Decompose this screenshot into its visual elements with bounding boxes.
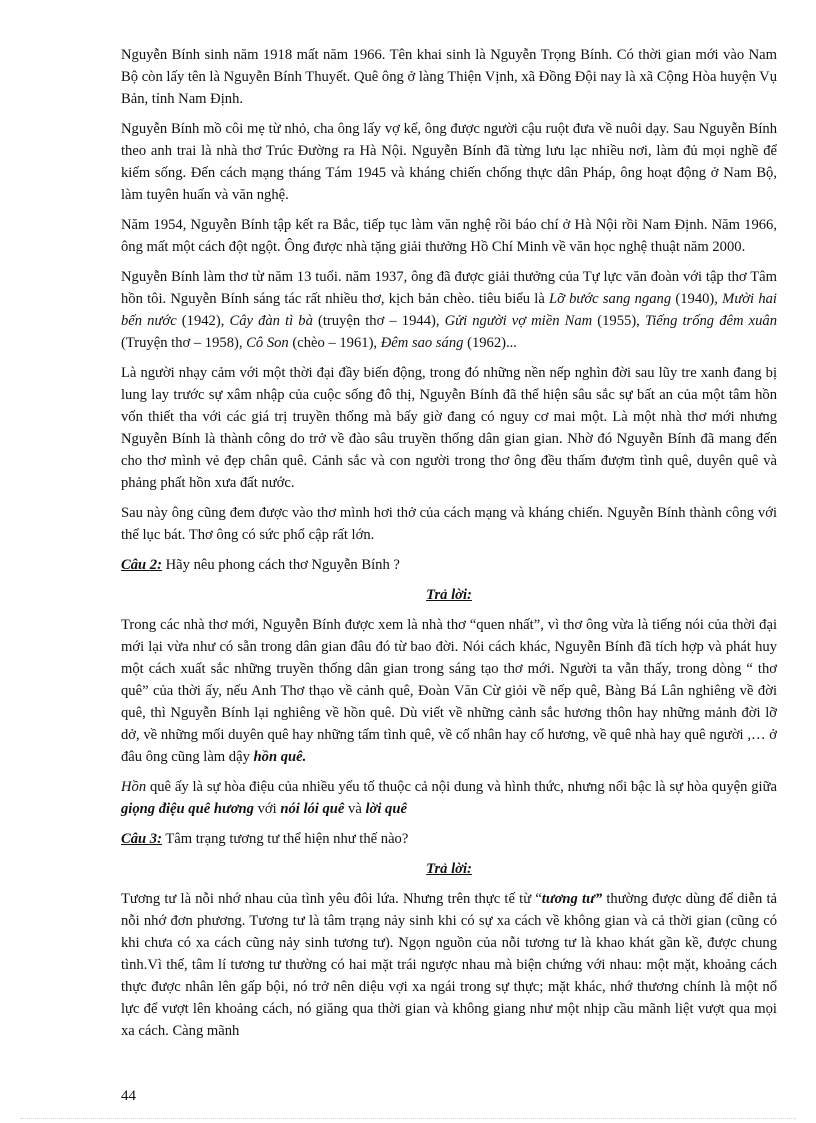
question-2	[121, 554, 777, 576]
emphasis: giọng điệu quê hương	[121, 801, 254, 817]
work-title: Lỡ bước sang ngang	[549, 291, 672, 307]
paragraph-revolution: Sau này ông cũng đem được vào thơ mình hơi thở của cách mạng và kháng chiến. Nguyễn Bính thành công với thể lục bát. Thơ ông có sức phổ cập rất lớn.	[121, 505, 777, 543]
paragraph-works: Nguyễn Bính làm thơ từ năm 13 tuổi. năm 1937, ông đã được giải thưởng của Tự lực văn đoàn với tập thơ Tâm hồn tôi. Nguyễn Bính sáng tác rất nhiều thơ, kịch bản chèo. tiêu biểu là Lỡ bước sang ngang (1940), Mười hai bến nước (1942), Cây đàn tì bà (truyện thơ – 1944), Gửi người vợ miền Nam (1955), Tiếng trống đêm xuân (Truyện thơ – 1958), Cô Son (chèo – 1961), Đêm sao sáng (1962)...	[121, 269, 777, 351]
document-body	[121, 44, 777, 1050]
paragraph-biography-childhood: Nguyễn Bính mồ côi mẹ từ nhỏ, cha ông lấy vợ kế, ông được người cậu ruột đưa về nuôi dạy. Sau Nguyễn Bính theo anh trai là nhà thơ Trúc Đường ra Hà Nội. Nguyễn Bính đã từng lưu lạc nhiều nơi, làm đủ mọi nghề để kiếm sống. Đến cách mạng tháng Tám 1945 và kháng chiến chống thực dân Pháp, ông hoạt động ở Nam Bộ, làm tuyên huấn và văn nghệ.	[121, 121, 777, 203]
question-text: Tâm trạng tương tư thể hiện như thế nào?	[161, 831, 409, 847]
work-title: Gửi người vợ miền Nam	[444, 313, 593, 329]
question-label: Câu 3:	[121, 831, 162, 847]
paragraph-style-overview: Là người nhạy cảm với một thời đại đầy biến động, trong đó những nền nếp nghìn đời sau lũy tre xanh đang bị lung lay trước sự xâm nhập của cuộc sống đô thị, Nguyễn Bính đã thể hiện sâu sắc sự bất an của một tâm hồn vốn thiết tha với các giá trị truyền thống mà bấy giờ đang có nguy cơ mai một. Là một nhà thơ mới nhưng Nguyễn Bính là thành công do trở về đào sâu truyền thống dân gian gian. Nhờ đó Nguyễn Bính đã mang đến cho thơ mình vẻ đẹp chân quê. Cảnh sắc và con người trong thơ ông đều thấm đượm tình quê, duyên quê và phảng phất hồn xưa đất nước.	[121, 365, 777, 491]
question-3	[121, 828, 777, 850]
work-title: Đêm sao sáng	[380, 335, 464, 351]
question-text: Hãy nêu phong cách thơ Nguyễn Bính ?	[161, 557, 400, 573]
paragraph-biography-intro: Nguyễn Bính sinh năm 1918 mất năm 1966. Tên khai sinh là Nguyễn Trọng Bính. Có thời gian mới vào Nam Bộ còn lấy tên là Nguyễn Bính Thuyết. Quê ông ở làng Thiện Vịnh, xã Đồng Đội nay là xã Cộng Hòa huyện Vụ Bản, tỉnh Nam Định.	[121, 47, 777, 107]
answer-3-paragraph-1: Tương tư là nỗi nhớ nhau của tình yêu đôi lứa. Nhưng trên thực tế từ “tương tư” thường được dùng để diễn tả nỗi nhớ đơn phương. Tương tư là tâm trạng nảy sinh khi có sự xa cách về không gian và cả thời gian (cũng có khi chưa có xa cách cũng nảy sinh tương tư). Ngọn nguồn của nỗi tương tư là khao khát gần kề, được chung tình.Vì thế, tâm lí tương tư thường có hai mặt trái ngược nhau mà biện chứng với nhau: một mặt, khoảng cách thực được nhân lên gấp bội, nó trở nên diệu vợi xa ngái trong sự thực; mặt khác, nhớ thương chính là một nổ lực để vượt lên khoảng cách, nó giăng qua thời gian và không giang như một nhịp cầu mãnh liệt vượt qua mọi xa cách. Càng mãnh	[121, 891, 777, 1039]
emphasis: nói lói quê	[280, 801, 345, 817]
answer-heading: Trả lời:	[426, 861, 472, 877]
work-title: Tiếng trống đêm xuân	[644, 313, 777, 329]
answer-2-paragraph-1: Trong các nhà thơ mới, Nguyễn Bính được xem là nhà thơ “quen nhất”, vì thơ ông vừa là tiếng nói của thời đại mới lại vừa như có sẵn trong dân gian đâu đó từ bao đời. Nói cách khác, Nguyễn Bính đã tích hợp và phát huy một cách xuất sắc những truyền thống dân gian trong sáng tạo thơ mới. Người ta vẫn thấy, trong dòng “ thơ quê” của thời ấy, nếu Anh Thơ thạo về cảnh quê, Đoàn Văn Cừ giỏi về nếp quê, Bàng Bá Lân nghiêng về đời quê, thì Nguyễn Bính lại nghiêng về hồn quê. Dù viết về những cảnh sắc hương thôn hay những mảnh đời lỡ dở, về những mối duyên quê hay những tấm tình quê, về cố nhân hay cố hương, về quê nhà hay quê người ,… ở đâu ông cũng làm dậy hồn quê.	[121, 617, 777, 765]
emphasis: hồn quê.	[253, 749, 307, 765]
answer-heading: Trả lời:	[426, 587, 472, 603]
emphasis: tương tư”	[541, 891, 603, 907]
work-title: Cô Son	[246, 335, 289, 351]
work-title: Cây đàn tì bà	[229, 313, 313, 329]
page-number: 44	[121, 1088, 136, 1104]
work-title: Mười hai bến nước	[121, 291, 777, 329]
page-bottom-divider	[20, 1118, 796, 1119]
answer-2-paragraph-2: Hồn quê ấy là sự hòa điệu của nhiều yếu tố thuộc cả nội dung và hình thức, nhưng nổi bậc là sự hòa quyện giữa giọng điệu quê hương với nói lói quê và lời quê	[121, 779, 777, 817]
question-label: Câu 2:	[121, 557, 162, 573]
emphasis: lời quê	[365, 801, 407, 817]
paragraph-biography-later: Năm 1954, Nguyễn Bính tập kết ra Bắc, tiếp tục làm văn nghệ rồi báo chí ở Hà Nội rồi Nam Định. Năm 1966, ông mất một cách đột ngột. Ông được nhà tặng giải thưởng Hồ Chí Minh về văn học nghệ thuật năm 2000.	[121, 217, 777, 255]
emphasis: Hồn	[121, 779, 147, 795]
